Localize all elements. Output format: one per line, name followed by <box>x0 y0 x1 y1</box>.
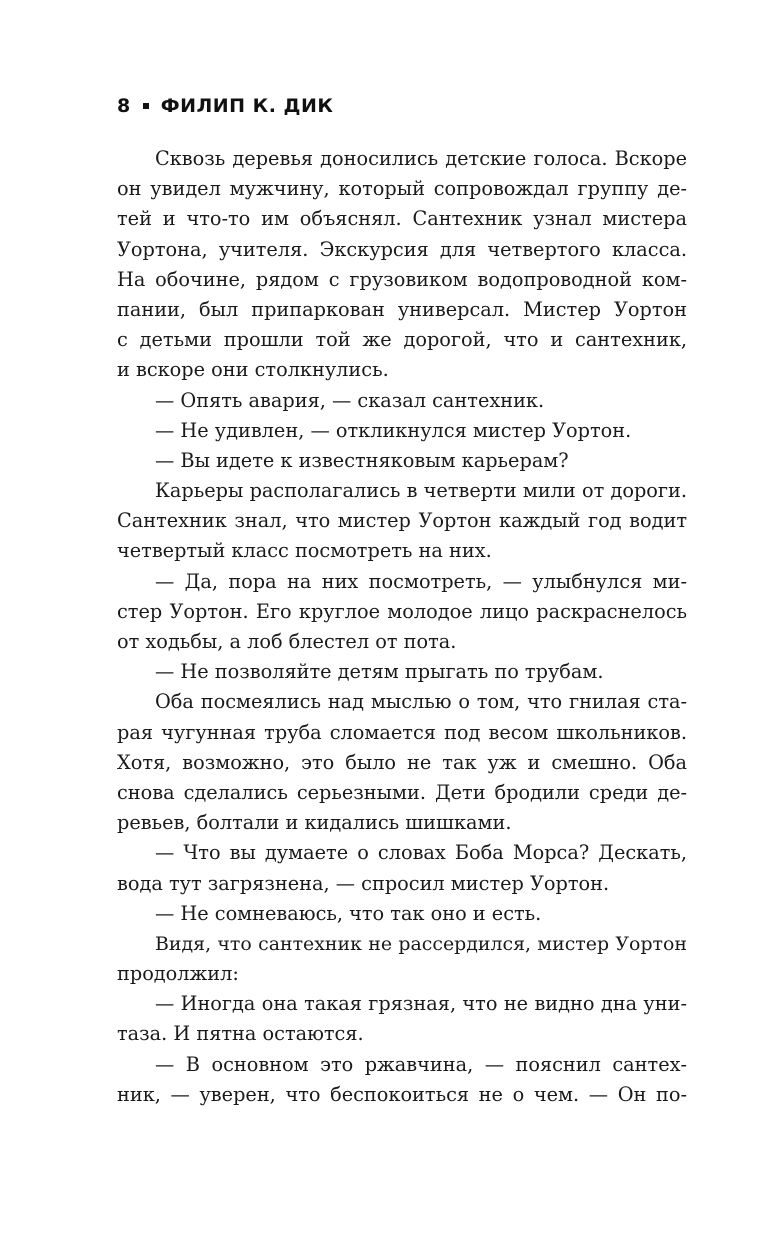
text-line: Сантехник знал, что мистер Уортон каждый год водит <box>117 509 687 533</box>
text-line: рая чугунная труба сломается под весом школьников. <box>117 720 687 744</box>
author-name: ФИЛИП К. ДИК <box>160 95 334 117</box>
text-line: — Не сомневаюсь, что так оно и есть. <box>155 901 542 925</box>
text-line: Карьеры располагались в четверти мили от дороги. <box>155 479 687 503</box>
text-line: стер Уортон. Его круглое молодое лицо раскраснелось <box>117 599 687 623</box>
body-text <box>117 144 687 1110</box>
text-line: Оба посмеялись над мыслью о том, что гнилая ста- <box>155 690 687 714</box>
text-line: — Вы идете к известняковым карьерам? <box>155 448 569 472</box>
text-line: Хотя, возможно, это было не так уж и смешно. Оба <box>117 750 687 774</box>
text-line: таза. И пятна остаются. <box>117 1022 364 1046</box>
text-line: — Что вы думаете о словах Боба Морса? Дескать, <box>155 841 687 865</box>
text-line: с детьми прошли той же дорогой, что и сантехник, <box>117 328 687 352</box>
running-header <box>117 95 333 117</box>
text-line: — Не удивлен, — откликнулся мистер Уортон. <box>155 418 632 442</box>
text-line: — Опять авария, — сказал сантехник. <box>155 388 545 412</box>
text-line: снова сделались серьезными. Дети бродили среди де- <box>117 780 687 804</box>
text-line: он увидел мужчину, который сопровождал группу де- <box>117 177 687 201</box>
text-line: — Да, пора на них посмотреть, — улыбнулся ми- <box>155 569 687 593</box>
text-line: пании, был припаркован универсал. Мистер Уортон <box>117 297 687 321</box>
text-line: от ходьбы, а лоб блестел от пота. <box>117 630 457 653</box>
text-line: четвертый класс посмотреть на них. <box>117 539 492 563</box>
text-line: Уортона, учителя. Экскурсия для четвертого класса. <box>117 237 687 261</box>
text-line: — Иногда она такая грязная, что не видно дна уни- <box>155 992 687 1016</box>
page-number: 8 <box>117 95 131 117</box>
text-line: продолжил: <box>117 962 239 986</box>
text-line: Сквозь деревья доносились детские голоса. Вскоре <box>155 147 687 170</box>
text-line: На обочине, рядом с грузовиком водопроводной ком- <box>117 267 687 291</box>
text-line: ник, — уверен, что беспокоиться не о чем. — Он по- <box>117 1082 687 1106</box>
text-line: Видя, что сантехник не рассердился, мистер Уортон <box>155 932 687 955</box>
header-separator-square <box>143 103 149 109</box>
text-line: тей и что-то им объяснял. Сантехник узнал мистера <box>117 207 687 231</box>
text-line: ревьев, болтали и кидались шишками. <box>117 811 512 835</box>
text-line: — Не позволяйте детям прыгать по трубам. <box>155 660 604 684</box>
text-line: — В основном это ржавчина, — пояснил сантех- <box>155 1052 687 1076</box>
text-line: и вскоре они столкнулись. <box>117 358 389 382</box>
text-line: вода тут загрязнена, — спросил мистер Уортон. <box>117 871 610 895</box>
